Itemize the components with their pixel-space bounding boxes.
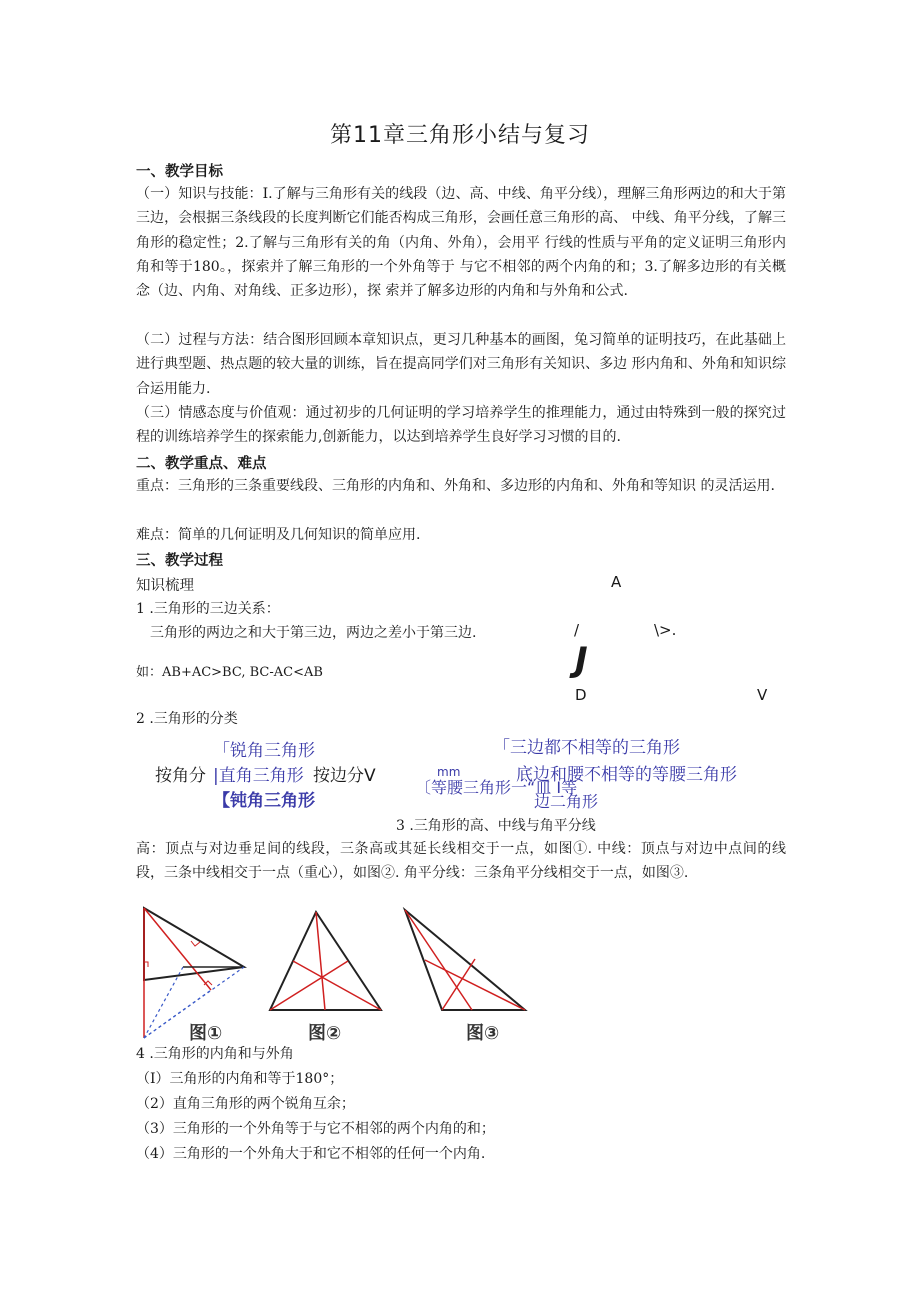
bisector-line-c [442,959,475,1010]
classify-by-side-text: 按边分V [313,766,376,786]
bisector-triangle [405,910,525,1010]
figure-label-v: V [757,686,768,704]
median-line-a [316,912,325,1010]
item-1-text: 三角形的两边之和大于第三边，两边之差小于第三边. [150,625,477,641]
item-4-point-2: （2）直角三角形的两个锐角互余； [136,1096,355,1112]
item-1-title: 1 .三角形的三边关系： [136,601,280,617]
section-heading-key-points: 二、教学重点、难点 [136,456,267,472]
classify-by-side [313,761,376,786]
classify-right: |直角三角形 [213,766,304,786]
right-angle-mark-2 [191,941,200,946]
item-4-point-4: （4）三角形的一个外角大于和它不相邻的任何一个内角. [136,1146,486,1162]
classify-mm: mm [437,765,461,779]
classify-acute: 「锐角三角形 [213,741,315,761]
paragraph-difficulties: 难点：简单的几何证明及几何知识的简单应用. [136,527,421,543]
section-heading-process: 三、教学过程 [136,553,223,569]
classify-obtuse: 【钝角三角形 [213,791,315,811]
paragraph-knowledge-skills: （一）知识与技能：I.了解与三角形有关的线段（边、高、中线、角平分线），理解三角形两边的和大于第三边，会根据三条线段的长度判断它们能否构成三角形，会画任意三角形的高、 中线、角平分线，了解三角形的稳定性；2.了解与三角形有关的角（内角、外角），会用平 行线的性质与平角的定义证明三角形内角和等于180。，探索并了解三角形的一个外角等于 与它不相邻的两个内角的和；3.了解多边形的有关概念（边、内角、对角线、正多边形），探 索并了解多边形的内角和与外角和公式. [136,186,786,300]
classify-by-angle: 按角分 [155,766,206,786]
paragraph-values: （三）情感态度与价值观：通过初步的几何证明的学习培养学生的推理能力，通过由特殊到一般的探究过程的训练培养学生的探索能力,创新能力，以达到培养学生良好学习习惯的目的. [136,405,786,446]
classify-isosceles-non-equilateral: 底边和腰不相等的等腰三角形 [516,765,737,785]
figure-label-slash: / [574,621,580,639]
item-4-title: 4 .三角形的内角和与外角 [136,1046,294,1062]
bisector-line-a [405,910,472,1010]
figure-2-caption: 图② [308,1023,342,1044]
item-4-point-3: （3）三角形的一个外角等于与它不相邻的两个内角的和； [136,1121,495,1137]
figure-label-backslash: \>. [654,621,677,639]
paragraph-key-points: 重点：三角形的三条重要线段、三角形的内角和、外角和、多边形的内角和、外角和等知识 的灵活运用. [136,478,775,494]
figure-medians [266,908,386,1016]
figure-label-j: J [575,640,588,680]
classify-equilateral: 边二角形 [534,792,599,811]
item-2-title: 2 .三角形的分类 [136,711,238,727]
item-3-title: 3 .三角形的高、中线与角平分线 [396,818,596,834]
figure-label-a: A [611,573,622,591]
figure-bisectors [400,906,530,1016]
figure-3-caption: 图③ [466,1023,500,1044]
section-heading-objectives: 一、教学目标 [136,164,223,180]
page-title: 第11章三角形小结与复习 [330,123,590,148]
subheading-knowledge-review: 知识梳理 [136,578,194,594]
item-3-text: 高：顶点与对边垂足间的线段，三条高或其延长线相交于一点，如图①. 中线：顶点与对边中点间的线段，三条中线相交于一点（重心），如图②. 角平分线：三条角平分线相交于一点，如图③. [136,841,786,882]
item-4-point-1: （I）三角形的内角和等于180°； [136,1071,344,1087]
classify-scalene: 「三边都不相等的三角形 [493,738,680,758]
classify-isosceles: 〔等腰三角形一“皿 I等 [415,778,578,797]
median-triangle [270,912,381,1010]
item-1-example: 如：AB+AC>BC, BC-AC<AB [136,665,323,680]
paragraph-process-methods: （二）过程与方法：结合图形回顾本章知识点，更习几种基本的画图，兔习简单的证明技巧，在此基础上进行典型题、热点题的较大量的训练，旨在提高同学们对三角形有关知识、多边 形内角和、外角和知识综合运用能力. [136,332,786,397]
figure-1-caption: 图① [189,1023,223,1044]
figure-label-d: D [575,686,587,704]
